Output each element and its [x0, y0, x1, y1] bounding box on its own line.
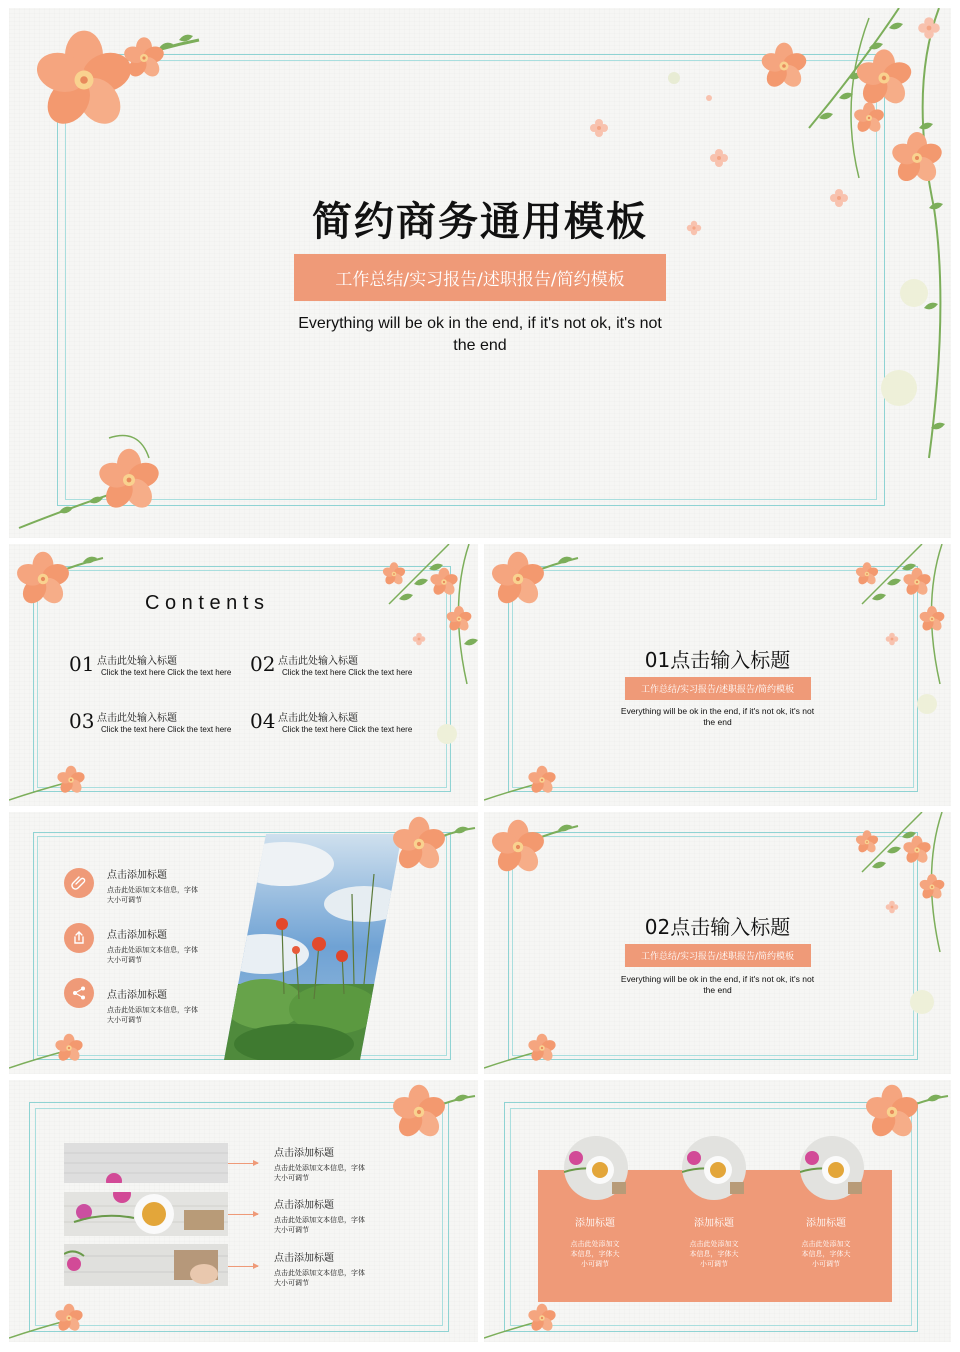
- icon-list-item-desc1: 点击此处添加文本信息，字体: [107, 1006, 198, 1014]
- arrow-connector-1: [228, 1163, 258, 1164]
- contents-item-number: 03: [69, 709, 95, 733]
- tea-photo-circle-3: [800, 1136, 864, 1200]
- paperclip-icon: [64, 868, 94, 898]
- photo-list-item-desc2: 大小可调节: [274, 1174, 309, 1182]
- icon-list-item-desc2: 大小可调节: [107, 1016, 142, 1024]
- icon-list-top-right-flower: [389, 812, 478, 882]
- icon-list-item[interactable]: [107, 986, 237, 1025]
- photo-list-item-desc1: 点击此处添加文本信息，字体: [274, 1164, 365, 1172]
- section1-slide: [484, 544, 951, 806]
- contents-item-number: 02: [250, 652, 276, 676]
- contents-item-desc: Click the text here Click the text here: [282, 725, 413, 734]
- photo-list-item-title: 点击添加标题: [274, 1148, 334, 1159]
- contents-item-desc: Click the text here Click the text here: [282, 668, 413, 677]
- contents-item-title: 点击此处输入标题: [278, 713, 358, 724]
- contents-item-desc: Click the text here Click the text here: [101, 668, 232, 677]
- card-desc3: 小可调节: [581, 1260, 609, 1268]
- contents-item-title: 点击此处输入标题: [278, 656, 358, 667]
- arrow-connector-2: [228, 1214, 258, 1215]
- section1-subtitle-bar: 工作总结/实习报告/述职报告/简约模板: [625, 677, 811, 700]
- section1-bar-wrap: [484, 677, 951, 700]
- contents-top-left-flower: [13, 544, 113, 614]
- card-desc2: 本信息，字体大: [570, 1250, 620, 1258]
- card-desc3: 小可调节: [812, 1260, 840, 1268]
- card-title: 添加标题: [806, 1218, 846, 1229]
- section1-line2: the end: [703, 717, 732, 727]
- photo-list-item-title: 点击添加标题: [274, 1200, 334, 1211]
- photo-list-item-desc1: 点击此处添加文本信息，字体: [274, 1216, 365, 1224]
- section1-line1: Everything will be ok in the end, if it's not ok, it's not: [620, 706, 815, 716]
- photo-list-bottom-left-flower: [9, 1290, 99, 1342]
- section1-bottom-left-flower: [484, 750, 574, 806]
- section2-bottom-left-flower: [484, 1018, 574, 1074]
- contents-item-title: 点击此处输入标题: [97, 713, 177, 724]
- card-item[interactable]: [554, 1214, 636, 1269]
- icon-list-item-title: 点击添加标题: [107, 930, 167, 941]
- section2-top-left-flower: [488, 812, 588, 882]
- icon-list-item-desc2: 大小可调节: [107, 896, 142, 904]
- photo-list-item-desc2: 大小可调节: [274, 1279, 309, 1287]
- section2-line2: the end: [703, 985, 732, 995]
- cover-slide: [9, 8, 951, 538]
- card-desc2: 本信息，字体大: [689, 1250, 739, 1258]
- icon-list-item-desc1: 点击此处添加文本信息，字体: [107, 886, 198, 894]
- icon-list-slide: [9, 812, 478, 1074]
- section1-title: 01点击输入标题: [644, 648, 791, 672]
- contents-slide: [9, 544, 478, 806]
- share-upload-icon: [64, 923, 94, 953]
- cover-title: 简约商务通用模板: [312, 199, 648, 245]
- card-title: 添加标题: [575, 1218, 615, 1229]
- icon-list-item-title: 点击添加标题: [107, 990, 167, 1001]
- icon-list-item-desc2: 大小可调节: [107, 956, 142, 964]
- tea-photo-circle-2: [682, 1136, 746, 1200]
- contents-heading: C o n t e n t s: [145, 592, 264, 614]
- cover-subtitle-bar: 工作总结/实习报告/述职报告/简约模板: [294, 254, 666, 301]
- section2-title: 02点击输入标题: [644, 915, 791, 939]
- section2-bar-wrap: [484, 944, 951, 967]
- photo-list-item[interactable]: [274, 1249, 414, 1288]
- section1-top-left-flower: [488, 544, 588, 614]
- section2-line1: Everything will be ok in the end, if it's not ok, it's not: [620, 974, 815, 984]
- photo-list-item-desc2: 大小可调节: [274, 1226, 309, 1234]
- tea-photo-strip-2: [64, 1192, 228, 1236]
- section2-slide: [484, 812, 951, 1074]
- photo-list-item[interactable]: [274, 1196, 414, 1235]
- card-item[interactable]: [673, 1214, 755, 1269]
- section2-subtitle-bar: 工作总结/实习报告/述职报告/简约模板: [625, 944, 811, 967]
- tea-photo-strip-3: [64, 1244, 228, 1286]
- icon-list-item-title: 点击添加标题: [107, 870, 167, 881]
- contents-top-right-vines: [369, 544, 478, 774]
- photo-list-item-title: 点击添加标题: [274, 1253, 334, 1264]
- icon-list-bottom-left-flower: [9, 1018, 99, 1074]
- contents-item-number: 04: [250, 709, 276, 733]
- cover-tagline-line2: the end: [453, 337, 507, 354]
- icon-list-item-desc1: 点击此处添加文本信息，字体: [107, 946, 198, 954]
- contents-item-title: 点击此处输入标题: [97, 656, 177, 667]
- contents-item-desc: Click the text here Click the text here: [101, 725, 232, 734]
- photo-list-item[interactable]: [274, 1144, 414, 1183]
- photo-list-slide: [9, 1080, 478, 1342]
- card-desc1: 点击此处添加文: [689, 1240, 739, 1248]
- cover-subtitle-wrap: [9, 254, 951, 301]
- card-item[interactable]: [785, 1214, 867, 1269]
- contents-item-number: 01: [69, 652, 95, 676]
- tea-photo-circle-1: [564, 1136, 628, 1200]
- cover-bottom-left-flower: [9, 418, 179, 538]
- cards-top-right-flower: [862, 1080, 951, 1150]
- card-title: 添加标题: [694, 1218, 734, 1229]
- cover-top-left-flower: [29, 10, 219, 140]
- photo-list-top-right-flower: [389, 1080, 478, 1150]
- contents-bottom-left-flower: [9, 750, 99, 806]
- card-desc1: 点击此处添加文: [570, 1240, 620, 1248]
- card-desc1: 点击此处添加文: [801, 1240, 851, 1248]
- poppy-field-photo: [224, 834, 404, 1060]
- share-nodes-icon: [64, 978, 94, 1008]
- cover-tagline-line1: Everything will be ok in the end, if it's not ok, it's not: [298, 315, 662, 332]
- photo-list-item-desc1: 点击此处添加文本信息，字体: [274, 1269, 365, 1277]
- card-desc2: 本信息，字体大: [801, 1250, 851, 1258]
- icon-list-item[interactable]: [107, 866, 237, 905]
- card-desc3: 小可调节: [700, 1260, 728, 1268]
- tea-photo-strip-1: [64, 1143, 228, 1183]
- cards-slide: [484, 1080, 951, 1342]
- arrow-connector-3: [228, 1266, 258, 1267]
- icon-list-item[interactable]: [107, 926, 237, 965]
